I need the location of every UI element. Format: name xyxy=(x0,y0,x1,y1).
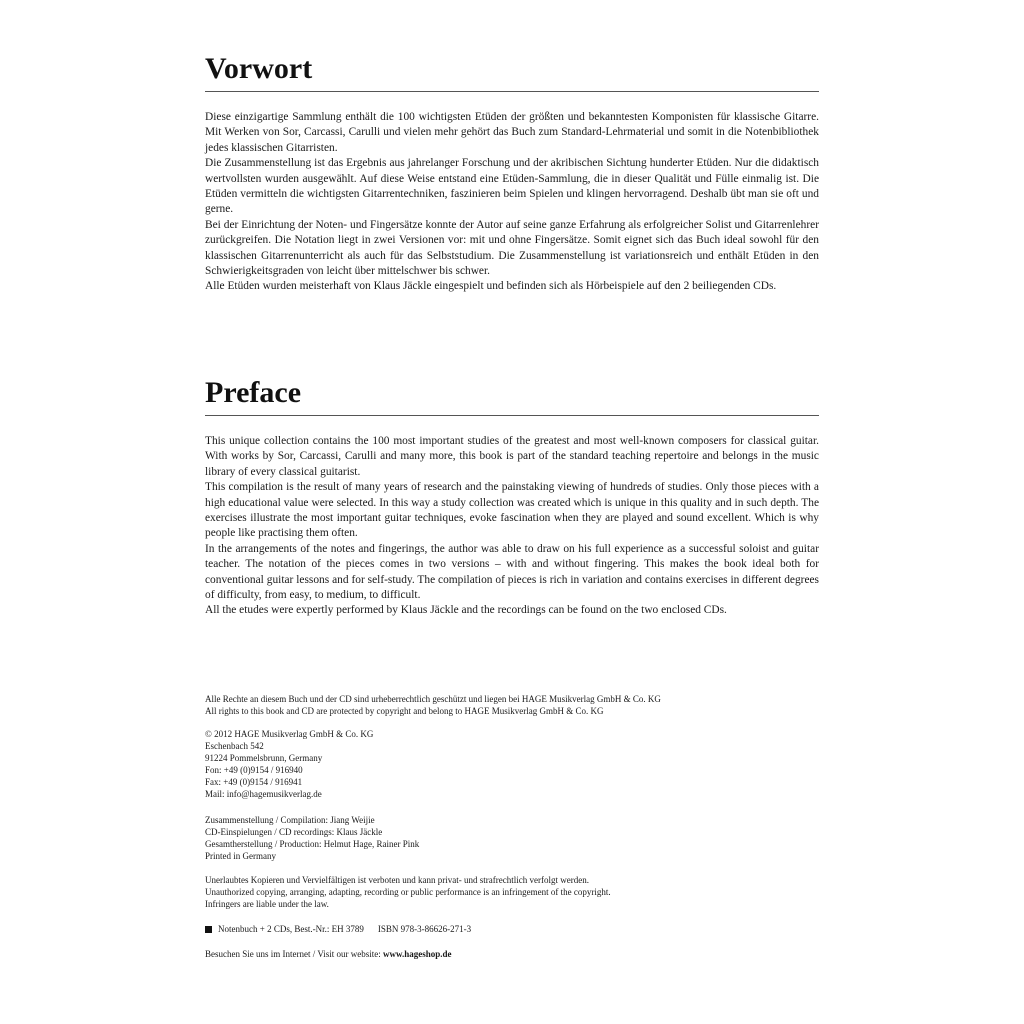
website-prefix: Besuchen Sie uns im Internet / Visit our website: xyxy=(205,949,384,959)
warning-line-en: Unauthorized copying, arranging, adapting, recording or public performance is an infringement of the copyright. xyxy=(205,887,611,898)
preface-paragraph: All the etudes were expertly performed by Klaus Jäckle and the recordings can be found on the two enclosed CDs. xyxy=(205,604,727,617)
preface-paragraph: This unique collection contains the 100 most important studies of the greatest and most well-known composers for classical guitar. With works by Sor, Carcassi, Carulli and many more, this book is part of the standard teaching repertoire and belongs in the music library of every classical guitarist. xyxy=(205,435,819,478)
publisher-address xyxy=(205,728,373,801)
bullet-square-icon xyxy=(205,926,212,933)
vorwort-paragraph: Die Zusammenstellung ist das Ergebnis aus jahrelanger Forschung und der akribischen Sichtung hunderter Etüden. Nur die didaktisch wertvollsten wurden ausgewählt. Auf diese Weise entstand eine Etüden-Sammlung, die in dieser Qualität und Fülle einmalig ist. Die Etüden vermitteln die wichtigsten Gitarrentechniken, faszinieren beim Spielen und klingen hervorragend. Deshalb übt man sie oft und gerne. xyxy=(205,157,819,216)
copyright-notice xyxy=(205,693,661,717)
publisher-fax: Fax: +49 (0)9154 / 916941 xyxy=(205,777,303,788)
publisher-city: 91224 Pommelsbrunn, Germany xyxy=(205,753,323,764)
publisher-email: Mail: info@hagemusikverlag.de xyxy=(205,789,322,800)
credit-production: Gesamtherstellung / Production: Helmut Hage, Rainer Pink xyxy=(205,839,420,850)
credit-recordings: CD-Einspielungen / CD recordings: Klaus Jäckle xyxy=(205,827,383,838)
vorwort-body xyxy=(205,110,819,295)
order-info xyxy=(205,923,471,935)
copyright-line-de: Alle Rechte an diesem Buch und der CD sind urheberrechtlich geschützt und liegen bei HAGE Musikverlag GmbH & Co. KG xyxy=(205,694,661,704)
vorwort-paragraph: Bei der Einrichtung der Noten- und Fingersätze konnte der Autor auf seine ganze Erfahrung als erfolgreicher Solist und Gitarrenlehrer zurückgreifen. Die Notation liegt in zwei Versionen vor: mit und ohne Fingersätze. Somit eignet sich das Buch ideal sowohl für den klassischen Gitarrenunterricht als auch für das Selbststudium. Die Zusammenstellung ist variationsreich und enthält Etüden in den Schwierigkeitsgraden von leicht über mittelschwer bis schwer. xyxy=(205,218,819,278)
isbn: ISBN 978-3-86626-271-3 xyxy=(377,924,472,934)
website-link[interactable]: www.hageshop.de xyxy=(383,949,452,959)
copyright-line-en: All rights to this book and CD are protected by copyright and belong to HAGE Musikverlag GmbH & Co. KG xyxy=(205,706,604,717)
preface-heading: Preface xyxy=(205,376,302,409)
publisher-copyright: © 2012 HAGE Musikverlag GmbH & Co. KG xyxy=(205,729,374,739)
publisher-phone: Fon: +49 (0)9154 / 916940 xyxy=(205,765,303,776)
warning-line-law: Infringers are liable under the law. xyxy=(205,899,329,910)
website-line xyxy=(205,948,452,960)
credits xyxy=(205,814,419,862)
copy-warning xyxy=(205,874,611,910)
vorwort-divider xyxy=(205,91,819,92)
preface-divider xyxy=(205,415,819,416)
warning-line-de: Unerlaubtes Kopieren und Vervielfältigen ist verboten und kann privat- und strafrechtlich verfolgt werden. xyxy=(205,875,589,885)
credit-compilation: Zusammenstellung / Compilation: Jiang Weijie xyxy=(205,815,375,825)
preface-body xyxy=(205,434,819,619)
vorwort-heading: Vorwort xyxy=(205,52,313,85)
publisher-street: Eschenbach 542 xyxy=(205,741,264,752)
vorwort-paragraph: Diese einzigartige Sammlung enthält die 100 wichtigsten Etüden der größten und bekanntesten Komponisten für klassische Gitarre. Mit Werken von Sor, Carcassi, Carulli und vielen mehr gehört das Buch zum Standard-Lehrmaterial und somit in die Notenbibliothek jedes klassischen Gitarristen. xyxy=(205,111,819,154)
preface-paragraph: This compilation is the result of many years of research and the painstaking viewing of hundreds of studies. Only those pieces with a high educational value were selected. In this way a study collection was created which is unique in this quality and in such depth. The exercises illustrate the most important guitar techniques, evoke fascination when they are played and sound excellent. Which is why people like practising them often. xyxy=(205,481,819,540)
preface-paragraph: In the arrangements of the notes and fingerings, the author was able to draw on his full experience as a successful soloist and guitar teacher. The notation of the pieces comes in two versions – with and without fingering. This makes the book ideal both for conventional guitar lessons and for self-study. The compilation of pieces is rich in variation and contains exercises in different degrees of difficulty, from easy, to medium, to difficult. xyxy=(205,542,819,602)
order-number: Notenbuch + 2 CDs, Best.-Nr.: EH 3789 xyxy=(218,924,364,934)
credit-printed: Printed in Germany xyxy=(205,851,276,862)
vorwort-paragraph: Alle Etüden wurden meisterhaft von Klaus Jäckle eingespielt und befinden sich als Hörbeispiele auf den 2 beiliegenden CDs. xyxy=(205,280,777,293)
